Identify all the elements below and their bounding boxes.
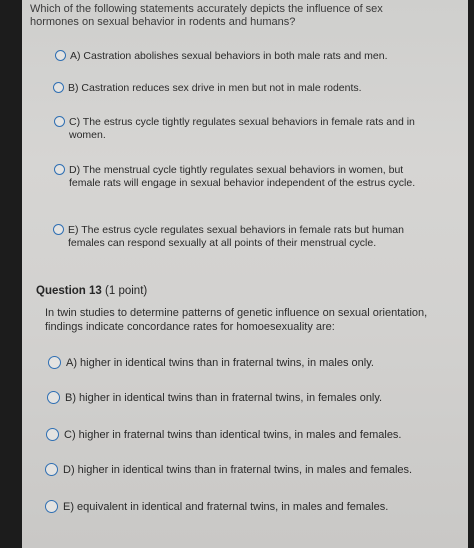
q13-option-b[interactable] [47,391,457,405]
question-13-text: In twin studies to determine patterns of genetic influence on sexual orientation, findings indicate concordance rates for homoesexuality are: [45,307,428,333]
radio-button[interactable] [48,356,61,369]
radio-button[interactable] [46,428,59,441]
radio-button[interactable] [45,500,58,513]
q13-option-e[interactable] [45,500,457,514]
q13-option-a[interactable] [48,356,458,370]
quiz-page [22,0,468,548]
option-label: B) higher in identical twins than in fraternal twins, in females only. [65,392,383,404]
option-label: E) equivalent in identical and fraternal twins, in males and females. [63,501,389,513]
question-title: Question 13 [36,285,102,297]
option-label: D) higher in identical twins than in fraternal twins, in males and females. [63,464,413,476]
q13-option-c[interactable] [46,428,456,442]
radio-button[interactable] [45,463,58,476]
radio-button[interactable] [55,50,66,61]
option-label: E) The estrus cycle regulates sexual behaviors in female rats but human females can respond sexually at all points of their menstrual cycle. [68,224,404,249]
option-label: C) higher in fraternal twins than identical twins, in males and females. [64,429,402,441]
q13-option-d[interactable] [45,463,457,477]
radio-button[interactable] [53,224,64,235]
radio-button[interactable] [53,82,64,93]
question-13-header [36,285,147,297]
q12-option-d[interactable] [54,164,424,190]
option-label: B) Castration reduces sex drive in men but not in male rodents. [68,82,362,94]
question-12-text: Which of the following statements accurately depicts the influence of sex hormones on sexual behavior in rodents and humans? [30,3,383,28]
radio-button[interactable] [54,164,65,175]
option-label: C) The estrus cycle tightly regulates sexual behaviors in female rats and in women. [69,116,415,141]
radio-button[interactable] [47,391,60,404]
q12-option-a[interactable] [55,50,435,63]
q12-option-b[interactable] [53,82,433,95]
option-label: A) higher in identical twins than in fraternal twins, in males only. [66,357,374,369]
q12-option-e[interactable] [53,224,428,250]
radio-button[interactable] [54,116,65,127]
option-label: D) The menstrual cycle tightly regulates sexual behaviors in women, but female rats will engage in sexual behavior independent of the estrus cycle. [69,164,416,189]
q12-option-c[interactable] [54,116,434,142]
option-label: A) Castration abolishes sexual behaviors in both male rats and men. [70,50,388,62]
question-points: (1 point) [105,285,148,297]
